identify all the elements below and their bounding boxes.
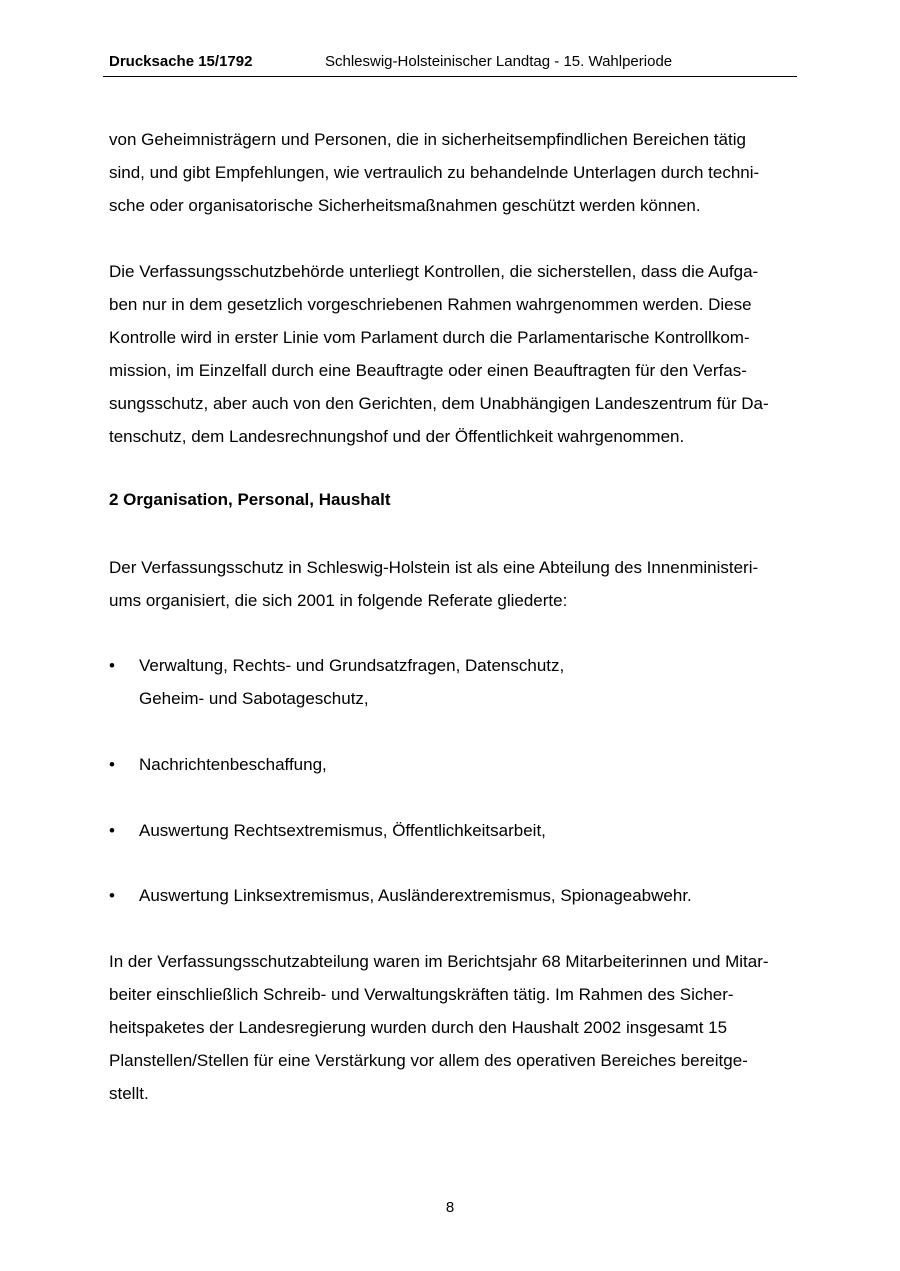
text-line: stellt. bbox=[109, 1084, 149, 1103]
list-item-text bbox=[139, 814, 546, 847]
text-line: In der Verfassungsschutzabteilung waren im Berichtsjahr 68 Mitarbeiterinnen und Mitar- bbox=[109, 952, 769, 971]
bullet-icon: • bbox=[109, 656, 115, 675]
text-line: ben nur in dem gesetzlich vorgeschriebenen Rahmen wahrgenommen werden. Diese bbox=[109, 295, 752, 314]
text-line: heitspaketes der Landesregierung wurden durch den Haushalt 2002 insgesamt 15 bbox=[109, 1018, 728, 1037]
text-line: Verwaltung, Rechts- und Grundsatzfragen, Datenschutz, bbox=[139, 656, 565, 675]
document-title: Schleswig-Holsteinischer Landtag - 15. Wahlperiode bbox=[325, 53, 673, 70]
page-header bbox=[103, 52, 797, 77]
text-line: ums organisiert, die sich 2001 in folgende Referate gliederte: bbox=[109, 591, 568, 610]
bullet-icon: • bbox=[109, 821, 115, 840]
text-line: Der Verfassungsschutz in Schleswig-Holstein ist als eine Abteilung des Innenministeri- bbox=[109, 558, 759, 577]
text-line: beiter einschließlich Schreib- und Verwaltungskräften tätig. Im Rahmen des Sicher- bbox=[109, 985, 734, 1004]
list-item-text bbox=[139, 879, 692, 912]
text-line: Planstellen/Stellen für eine Verstärkung vor allem des operativen Bereiches bereitge- bbox=[109, 1051, 748, 1070]
text-line: tenschutz, dem Landesrechnungshof und der Öffentlichkeit wahrgenommen. bbox=[109, 427, 685, 446]
document-number: Drucksache 15/1792 bbox=[109, 53, 253, 70]
section-heading: 2 Organisation, Personal, Haushalt bbox=[109, 490, 391, 509]
text-line: mission, im Einzelfall durch eine Beauftragte oder einen Beauftragten für den Verfas- bbox=[109, 361, 747, 380]
list-item-text bbox=[139, 748, 327, 781]
text-line: sungsschutz, aber auch von den Gerichten, dem Unabhängigen Landeszentrum für Da- bbox=[109, 394, 769, 413]
text-line: von Geheimnisträgern und Personen, die in sicherheitsempfindlichen Bereichen tätig bbox=[109, 130, 746, 149]
paragraph-organisation bbox=[109, 551, 799, 617]
paragraph-personnel bbox=[109, 945, 799, 1110]
text-line: Geheim- und Sabotageschutz, bbox=[139, 689, 369, 708]
paragraph-oversight bbox=[109, 255, 799, 453]
text-line: Die Verfassungsschutzbehörde unterliegt Kontrollen, die sicherstellen, dass die Aufga- bbox=[109, 262, 759, 281]
text-line: sind, und gibt Empfehlungen, wie vertraulich zu behandelnde Unterlagen durch techni- bbox=[109, 163, 760, 182]
text-line: sche oder organisatorische Sicherheitsmaßnahmen geschützt werden können. bbox=[109, 196, 701, 215]
text-line: Auswertung Rechtsextremismus, Öffentlichkeitsarbeit, bbox=[139, 821, 546, 840]
text-line: Auswertung Linksextremismus, Ausländerextremismus, Spionageabwehr. bbox=[139, 886, 692, 905]
text-line: Nachrichtenbeschaffung, bbox=[139, 755, 327, 774]
bullet-icon: • bbox=[109, 886, 115, 905]
paragraph-security-screening bbox=[109, 123, 799, 222]
bullet-icon: • bbox=[109, 755, 115, 774]
text-line: Kontrolle wird in erster Linie vom Parlament durch die Parlamentarische Kontrollkom- bbox=[109, 328, 750, 347]
list-item-text bbox=[139, 649, 564, 715]
page-number: 8 bbox=[445, 1199, 455, 1216]
